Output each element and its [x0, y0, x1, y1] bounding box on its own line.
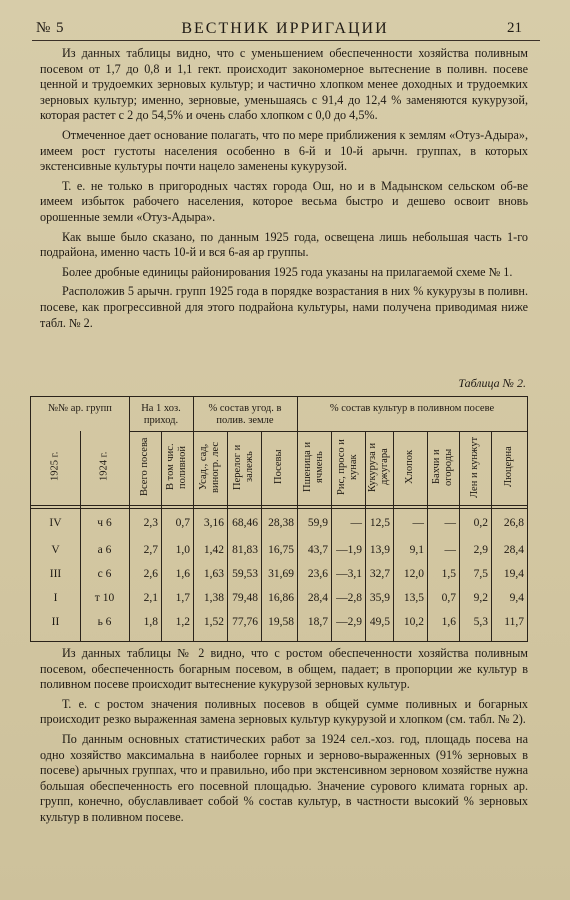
column-header: Рис, просо и кунак — [336, 439, 359, 495]
table-cell: 7,5 — [473, 568, 488, 580]
table-cell: 1,38 — [203, 592, 224, 604]
table-cell: —2,8 — [336, 592, 362, 604]
table-header-rule — [129, 431, 527, 432]
table-cell: 31,69 — [268, 568, 294, 580]
paragraph: Из данных таблицы № 2 видно, что с ростом обеспеченности хозяйства поливным посевом, обеспеченность богарным посевом, в общем, падает; в пропорции же культур в поливном посеве происходит вытеснение кукурузой зерновых культур. — [40, 646, 528, 692]
table-cell: — — [444, 517, 456, 529]
body-text-bottom — [40, 646, 528, 830]
paragraph: Расположив 5 арычн. групп 1925 года в порядке возрастания в них % кукурузы в поливн. посеве, как прогрессивной для этого подрайона культуры, нами получена приводимая ниже табл. № 2. — [40, 284, 528, 330]
column-header: Посевы — [273, 449, 284, 485]
header-groups: №№ ар. групп — [48, 403, 112, 414]
row-group-1925: V — [51, 544, 60, 556]
table-cell: 2,1 — [143, 592, 158, 604]
table-cell: 12,5 — [369, 517, 390, 529]
table-cell: — — [444, 544, 456, 556]
table-header-rule — [31, 505, 527, 506]
row-group-1925: III — [49, 568, 62, 580]
table-cell: 35,9 — [369, 592, 390, 604]
column-header: Лен и кунжут — [469, 436, 480, 498]
table-cell: 1,5 — [441, 568, 456, 580]
column-header: Усад., сад, виногр. лес — [198, 441, 221, 493]
table-cell: 13,9 — [369, 544, 390, 556]
table-cell: 2,9 — [473, 544, 488, 556]
header-crops: % состав культур в поливном посеве — [329, 403, 495, 414]
row-group-1924: т 10 — [94, 592, 115, 604]
table-cell: 28,4 — [307, 592, 328, 604]
table-cell: 3,16 — [203, 517, 224, 529]
column-header: Кукуруза и джугара — [367, 442, 390, 492]
paragraph: Более дробные единицы районирования 1925 года указаны на прилагаемой схеме № 1. — [62, 264, 513, 279]
column-header: Люцерна — [503, 446, 514, 488]
column-header: Всего посева — [139, 437, 150, 497]
table-cell: 18,7 — [307, 616, 328, 628]
table-cell: 0,7 — [441, 592, 456, 604]
body-text-top — [40, 46, 528, 335]
table-cell: 10,2 — [403, 616, 424, 628]
table-cell: 19,58 — [268, 616, 294, 628]
paragraph: Отмеченное дает основание полагать, что по мере приближения к землям «Отуз-Адыра», имеем рост густоты населения особенно в 6-й и 10-й арычн. группах, в которых экстенсивные культуры почти нацело заменены кукурузой. — [40, 127, 528, 174]
paragraph: По данным основных статистических работ за 1924 сел.-хоз. год, площадь посева на одно хозяйство максимальна в наиболее горных и зерново-выраженных (91% зерновых в посеве) арычных группах, что и правильно, ибо при экстенсивном зерновом хозяйстве нужна большая обеспеченность его посевной площадью. Значение сурового климата горных ар. групп, конечно, обуславливает собой % состав культур, в частности высокий % зерновых культур в поливном посеве. — [40, 731, 528, 824]
table-cell: 1,6 — [175, 568, 190, 580]
column-header: 1925 г. — [49, 451, 61, 481]
paragraph: Из данных таблицы видно, что с уменьшением обеспеченности хозяйства поливным посевом от 1,7 до 0,8 и 1,1 гект. происходит закономерное вытеснение в поливн. посеве ценной и трудоемких зерновых культур; и частично хлопком менее доходных и трудоемких зерновых культур; именно, зерновые, уменьшаясь с 91,4 до 12,4 % заменяются кукурузой, которая растет с 2 до 54,5% и очень слабо хлопком с 0,0 до 4,5%. — [40, 46, 528, 123]
table-cell: 59,9 — [307, 517, 328, 529]
row-group-1924: а 6 — [97, 544, 112, 556]
table-cell: 81,83 — [232, 544, 258, 556]
table-cell: 2,7 — [143, 544, 158, 556]
table-cell: 0,7 — [175, 517, 190, 529]
table-cell: 28,38 — [268, 517, 294, 529]
data-table — [30, 396, 528, 642]
table-cell: 26,8 — [503, 517, 524, 529]
page-number: 21 — [507, 20, 522, 36]
column-header: Пшеница и ячмень — [302, 441, 325, 493]
table-cell: 59,53 — [232, 568, 258, 580]
journal-title: ВЕСТНИК ИРРИГАЦИИ — [181, 20, 389, 37]
column-header: Бахчи и огороды — [431, 448, 454, 486]
table-cell: 2,3 — [143, 517, 158, 529]
table-cell: 1,7 — [175, 592, 190, 604]
table-cell: 1,63 — [203, 568, 224, 580]
table-header-rule — [31, 508, 527, 509]
table-cell: 23,6 — [307, 568, 328, 580]
table-cell: 1,52 — [203, 616, 224, 628]
column-header: В том чис. поливной — [165, 443, 188, 491]
table-cell: 1,0 — [175, 544, 190, 556]
table-cell: —3,1 — [336, 568, 362, 580]
table-cell: 49,5 — [369, 616, 390, 628]
table-cell: — — [350, 517, 362, 529]
column-header: 1924 г. — [98, 451, 110, 481]
table-caption: Таблица № 2. — [458, 376, 526, 390]
table-cell: 13,5 — [403, 592, 424, 604]
paragraph: Как выше было сказано, по данным 1925 года, освещена лишь небольшая часть 1-го подрайона, именно часть 10-й и вся 6-ая ар группы. — [40, 229, 528, 260]
table-cell: 16,86 — [268, 592, 294, 604]
table-cell: 9,1 — [409, 544, 424, 556]
table-cell: — — [412, 517, 424, 529]
table-cell: 12,0 — [403, 568, 424, 580]
table-cell: 1,2 — [175, 616, 190, 628]
row-group-1925: II — [51, 616, 60, 628]
page-header — [0, 18, 570, 40]
table-cell: 28,4 — [503, 544, 524, 556]
header-per-farm: На 1 хоз. приход. — [141, 403, 181, 426]
issue-number: № 5 — [36, 20, 65, 36]
table-cell: 1,8 — [143, 616, 158, 628]
paragraph: Т. е. не только в пригородных частях города Ош, но и в Мадынском сельском об-ве имеем избыток рабочего населения, которое весьма быстро и дешево освоит вновь орошенные земли «Отуз-Адыра». — [40, 178, 528, 224]
row-group-1924: с 6 — [97, 568, 112, 580]
row-group-1925: I — [53, 592, 58, 604]
row-group-1925: IV — [49, 517, 62, 529]
table-cell: —1,9 — [336, 544, 362, 556]
table-cell: 1,42 — [203, 544, 224, 556]
table-cell: 11,7 — [504, 616, 524, 628]
table-cell: 43,7 — [307, 544, 328, 556]
table-cell: 16,75 — [268, 544, 294, 556]
column-header: Перелог и залежь — [232, 444, 255, 490]
header-land: % состав угод. в полив. земле — [208, 403, 282, 426]
table-cell: 32,7 — [369, 568, 390, 580]
table-cell: 1,6 — [441, 616, 456, 628]
row-group-1924: ч 6 — [97, 517, 112, 529]
paragraph: Т. е. с ростом значения поливных посевов в общей сумме поливных и богарных происходит резко выраженная замена зерновых культур кукурузой и хлопком (см. табл. № 2). — [40, 696, 528, 727]
table-cell: 68,46 — [232, 517, 258, 529]
table-cell: 2,6 — [143, 568, 158, 580]
table-cell: 9,4 — [509, 592, 524, 604]
row-group-1924: ь 6 — [97, 616, 112, 628]
table-cell: 19,4 — [503, 568, 524, 580]
column-header: Хлопок — [404, 449, 415, 485]
table-cell: 0,2 — [473, 517, 488, 529]
table-cell: —2,9 — [336, 616, 362, 628]
table-cell: 9,2 — [473, 592, 488, 604]
table-cell: 79,48 — [232, 592, 258, 604]
header-rule — [32, 40, 540, 41]
table-cell: 77,76 — [232, 616, 258, 628]
table-cell: 5,3 — [473, 616, 488, 628]
